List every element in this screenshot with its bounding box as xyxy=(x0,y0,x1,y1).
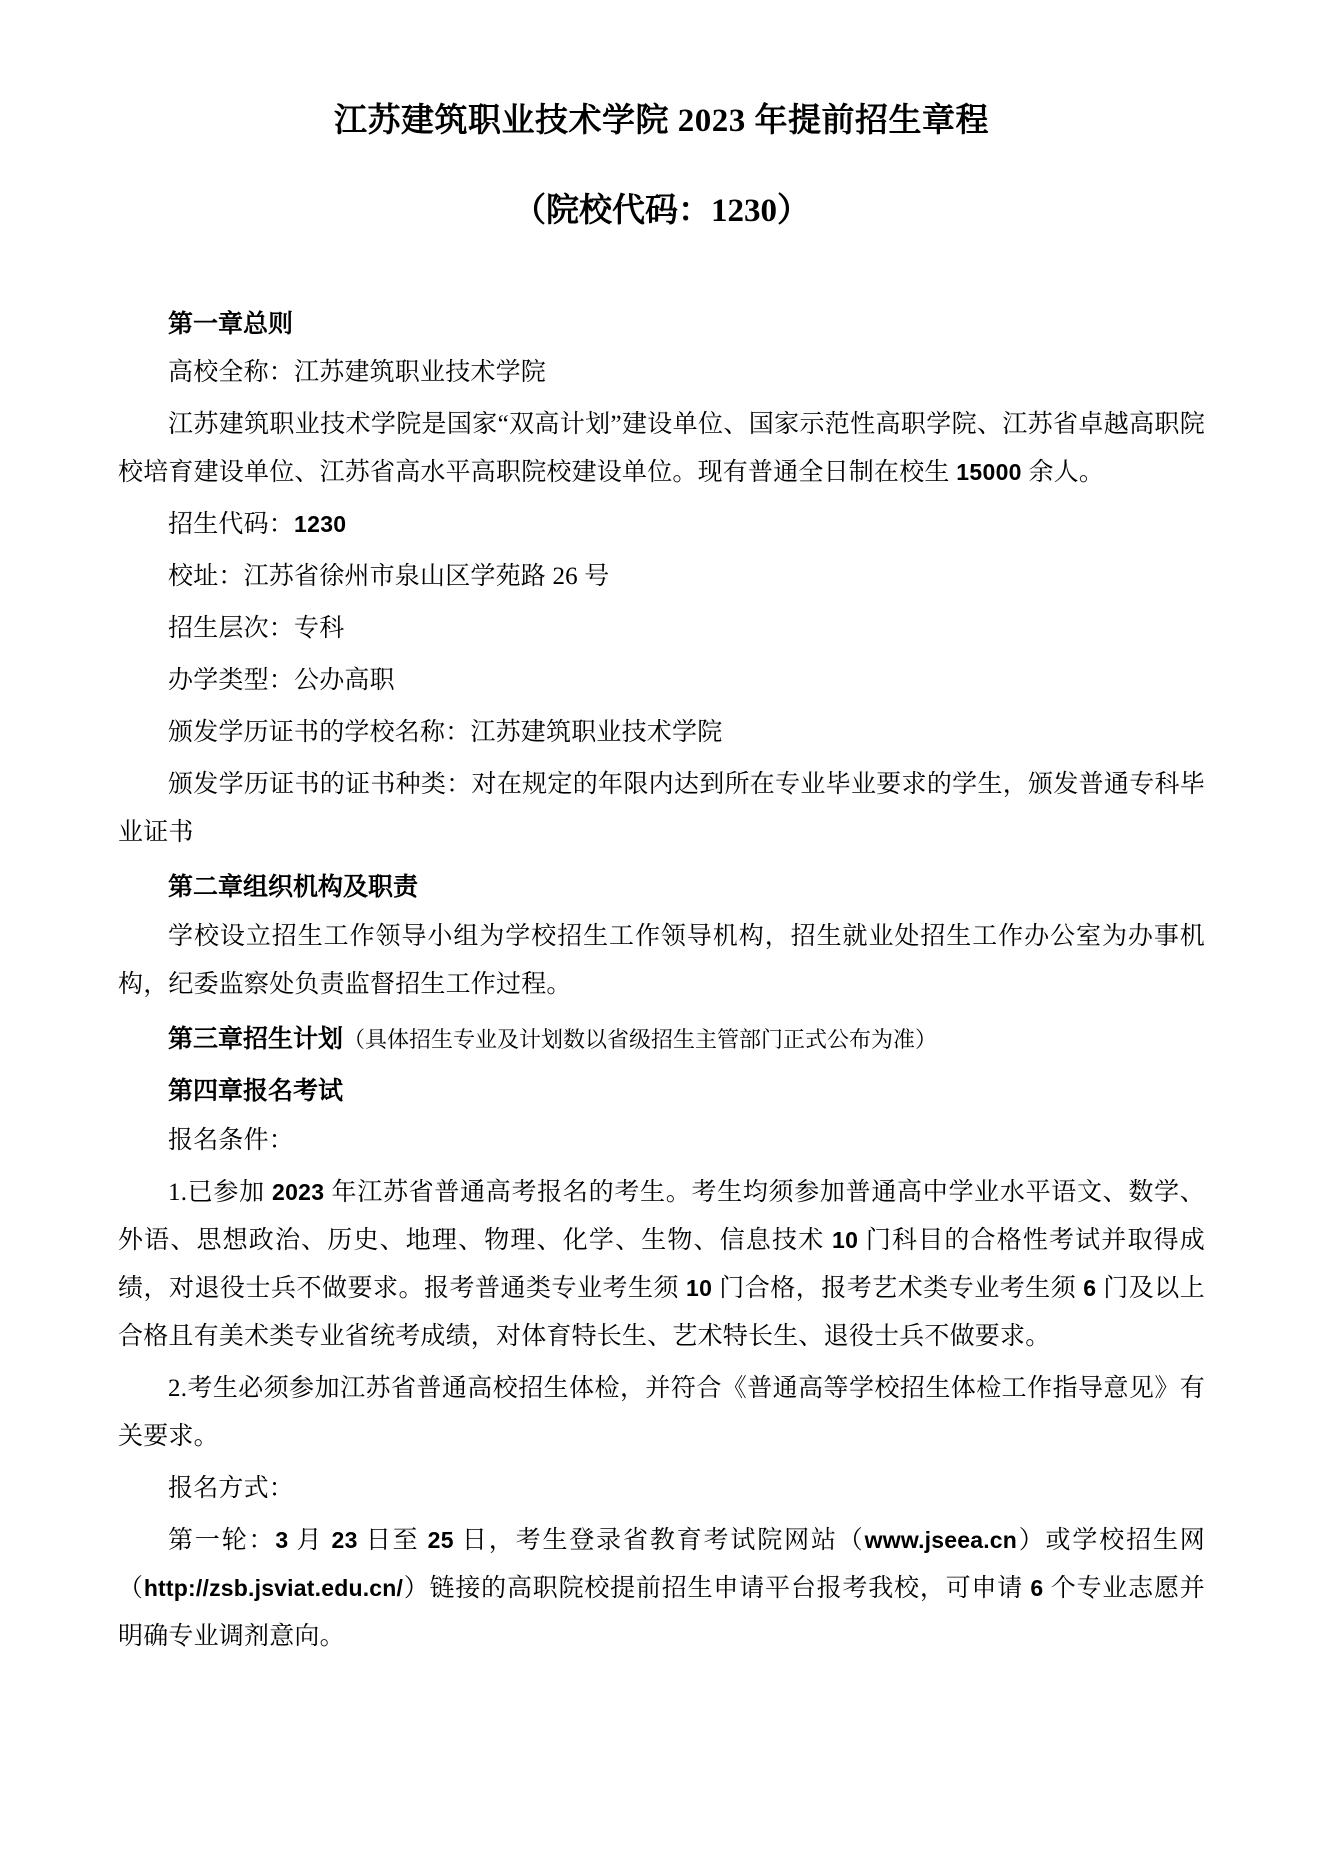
pass-count-6: 6 xyxy=(1076,1274,1104,1301)
condition-item-2: 2.考生必须参加江苏省普通高校招生体检，并符合《普通高等学校招生体检工作指导意见》有关要求。 xyxy=(118,1374,1205,1450)
chapter-3-heading xyxy=(118,1011,1205,1063)
item-admission-code-label: 招生代码： xyxy=(168,511,295,539)
item-address-label: 校址： xyxy=(168,563,244,591)
chapter-4-heading: 第四章报名考试 xyxy=(168,1076,344,1105)
paragraph-full-name: 高校全称：江苏建筑职业技术学院 xyxy=(168,359,547,387)
jseea-url[interactable]: www.jseea.cn xyxy=(864,1526,1018,1553)
item-diploma-school-label: 颁发学历证书的学校名称： xyxy=(168,719,471,747)
chapter-3-heading-note: （具体招生专业及计划数以省级招生主管部门正式公布为准） xyxy=(343,1027,938,1053)
paragraph-organization: 学校设立招生工作领导小组为学校招生工作领导机构，招生就业处招生工作办公室为办事机构，纪委监察处负责监督招生工作过程。 xyxy=(118,923,1205,999)
label-application-method: 报名方式： xyxy=(168,1474,295,1502)
round1-end-day: 25 xyxy=(427,1526,454,1553)
item-diploma-type xyxy=(118,759,1205,859)
chapter-3-heading-text: 第三章招生计划 xyxy=(168,1025,344,1054)
item-admission-code-value: 1230 xyxy=(294,511,347,538)
label-application-conditions: 报名条件： xyxy=(168,1126,295,1154)
item-school-type-label: 办学类型： xyxy=(168,667,295,695)
item-admission-code xyxy=(118,499,1205,551)
chapter-1-heading: 第一章总则 xyxy=(168,309,294,338)
page-subtitle: （院校代码：1230） xyxy=(513,192,810,229)
major-choice-count: 6 xyxy=(1023,1574,1051,1601)
item-level xyxy=(118,603,1205,655)
item-diploma-school xyxy=(118,707,1205,759)
item-level-label: 招生层次： xyxy=(168,615,295,643)
page-title: 江苏建筑职业技术学院 2023 年提前招生章程 xyxy=(334,103,989,139)
document-body xyxy=(118,296,1205,1663)
item-address xyxy=(118,551,1205,603)
chapter-2-heading: 第二章组织机构及职责 xyxy=(168,873,419,902)
paragraph-school-intro: 江苏建筑职业技术学院是国家“双高计划”建设单位、国家示范性高职学院、江苏省卓越高职院校培育建设单位、江苏省高水平高职院校建设单位。现有普通全日制在校生 15000 余人。 xyxy=(118,411,1205,487)
enrollment-count: 15000 xyxy=(949,459,1029,486)
item-school-type xyxy=(118,655,1205,707)
item-address-value: 江苏省徐州市泉山区学苑路 26 号 xyxy=(243,563,610,591)
round1-month: 3 xyxy=(275,1526,289,1553)
item-diploma-type-label: 颁发学历证书的证书种类： xyxy=(168,771,472,799)
item-diploma-type-value: 对在规定的年限内达到所在专业毕业要求的学生，颁发普通专科毕业证书 xyxy=(118,771,1205,847)
item-level-value: 专科 xyxy=(294,615,345,643)
round-1-paragraph: 第一轮：3 月 23 日至 25 日，考生登录省教育考试院网站（www.jseea.cn）或学校招生网（http://zsb.jsviat.edu.cn/）链接的高职院校提前招生申请平台报考我校，可申请 6 个专业志愿并明确专业调剂意向。 xyxy=(118,1526,1205,1650)
zsb-url[interactable]: http://zsb.jsviat.edu.cn/ xyxy=(143,1574,404,1601)
round1-start-day: 23 xyxy=(331,1526,358,1553)
subject-count-10: 10 xyxy=(824,1226,866,1253)
item-diploma-school-value: 江苏建筑职业技术学院 xyxy=(470,719,723,747)
year-2023: 2023 xyxy=(264,1178,332,1205)
condition-item-1: 1.已参加 2023 年江苏省普通高考报名的考生。考生均须参加普通高中学业水平语文、数学、外语、思想政治、历史、地理、物理、化学、生物、信息技术 10 门科目的合格性考试并取得成绩，对退役士兵不做要求。报考普通类专业考生须 10 门合格，报考艺术类专业考生须 6 门及以上合格且有美术类专业省统考成绩，对体育特长生、艺术特长生、退役士兵不做要求。 xyxy=(118,1178,1205,1350)
pass-count-10: 10 xyxy=(679,1274,720,1301)
item-school-type-value: 公办高职 xyxy=(294,667,395,695)
